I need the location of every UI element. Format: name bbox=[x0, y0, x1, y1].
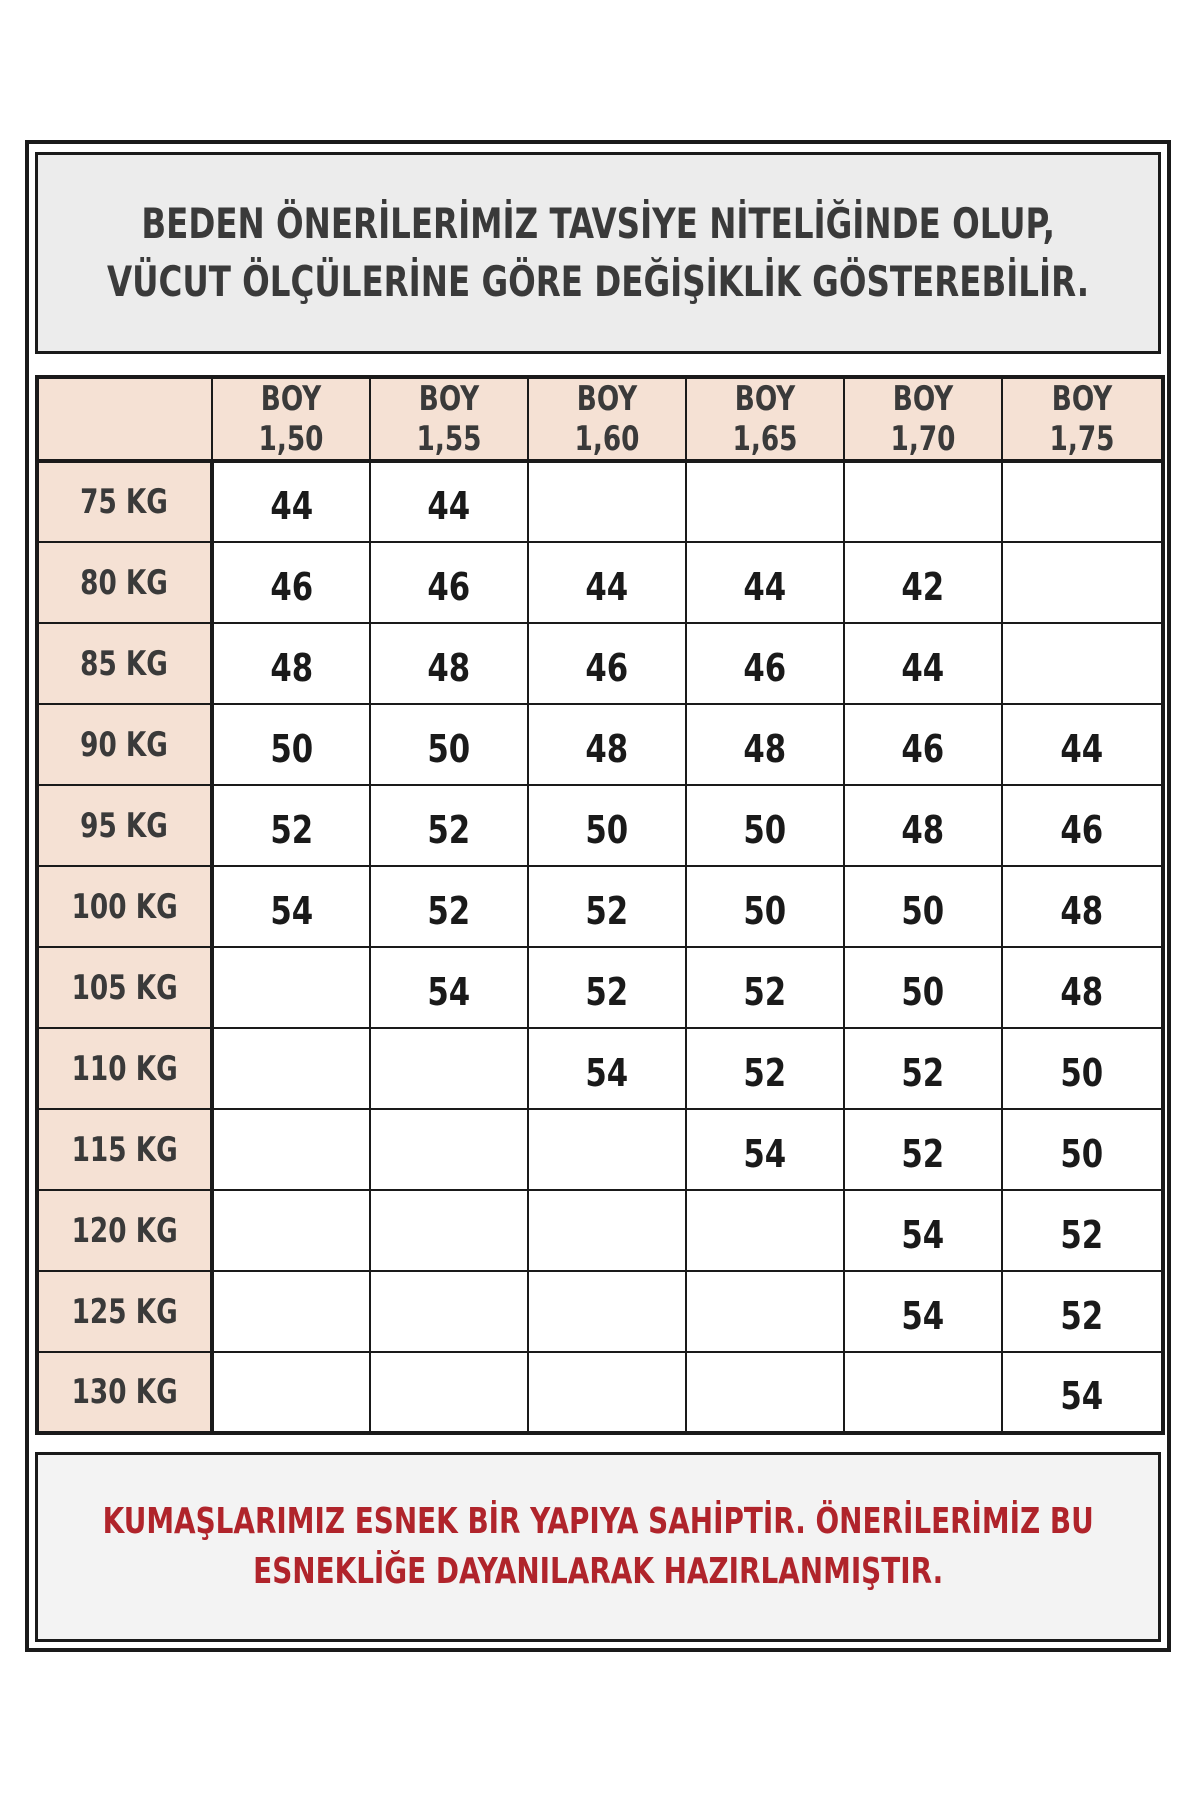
size-cell bbox=[370, 1190, 528, 1271]
height-header-label: BOY bbox=[260, 379, 322, 419]
height-header-value: 1,70 bbox=[890, 419, 956, 459]
weight-cell bbox=[37, 1109, 212, 1190]
weight-cell bbox=[37, 866, 212, 947]
size-value: 54 bbox=[1060, 1374, 1104, 1418]
table-row bbox=[37, 785, 1163, 866]
size-value: 50 bbox=[901, 969, 945, 1014]
size-value: 52 bbox=[585, 888, 629, 933]
size-cell bbox=[844, 1271, 1002, 1352]
size-value: 54 bbox=[427, 969, 471, 1014]
size-value: 52 bbox=[901, 1050, 945, 1095]
size-value: 46 bbox=[743, 645, 787, 690]
size-cell bbox=[1002, 1028, 1163, 1109]
weight-label: 110 KG bbox=[71, 1048, 178, 1089]
size-cell bbox=[686, 461, 844, 542]
size-cell bbox=[528, 1028, 686, 1109]
size-value: 48 bbox=[270, 645, 313, 690]
size-cell bbox=[844, 1109, 1002, 1190]
weight-label: 75 KG bbox=[80, 482, 169, 522]
size-cell bbox=[370, 866, 528, 947]
weight-label: 80 KG bbox=[80, 562, 169, 603]
weight-cell bbox=[37, 704, 212, 785]
size-cell bbox=[212, 704, 370, 785]
table-row bbox=[37, 866, 1163, 947]
table-row bbox=[37, 704, 1163, 785]
weight-cell bbox=[37, 947, 212, 1028]
weight-cell bbox=[37, 623, 212, 704]
weight-label: 105 KG bbox=[71, 967, 178, 1008]
weight-cell bbox=[37, 1028, 212, 1109]
size-value: 50 bbox=[743, 888, 787, 933]
size-cell bbox=[370, 461, 528, 542]
table-row bbox=[37, 1109, 1163, 1190]
size-value: 44 bbox=[1060, 726, 1104, 771]
height-header-value: 1,50 bbox=[258, 419, 324, 459]
size-value: 46 bbox=[585, 645, 629, 690]
table-row bbox=[37, 1271, 1163, 1352]
size-cell bbox=[212, 1028, 370, 1109]
height-header-cell bbox=[370, 377, 528, 461]
size-value: 50 bbox=[427, 726, 471, 771]
size-value: 46 bbox=[1060, 807, 1104, 852]
size-cell bbox=[1002, 1190, 1163, 1271]
size-cell bbox=[1002, 866, 1163, 947]
size-cell bbox=[370, 1028, 528, 1109]
size-value: 42 bbox=[901, 564, 945, 609]
disclaimer-line-2: VÜCUT ÖLÇÜLERİNE GÖRE DEĞİŞİKLİK GÖSTEREBİLİR. bbox=[106, 257, 1090, 306]
weight-cell bbox=[37, 461, 212, 542]
size-value: 48 bbox=[1060, 888, 1104, 933]
table-row bbox=[37, 461, 1163, 542]
height-header-label: BOY bbox=[576, 379, 638, 419]
size-cell bbox=[212, 866, 370, 947]
size-value: 44 bbox=[270, 484, 313, 528]
size-value: 52 bbox=[743, 1050, 787, 1095]
size-cell bbox=[370, 785, 528, 866]
disclaimer-box bbox=[35, 152, 1161, 354]
size-cell bbox=[686, 623, 844, 704]
size-cell bbox=[370, 947, 528, 1028]
size-cell bbox=[844, 1028, 1002, 1109]
height-header-cell bbox=[844, 377, 1002, 461]
size-cell bbox=[212, 542, 370, 623]
fabric-note-line-1: KUMAŞLARIMIZ ESNEK BİR YAPIYA SAHİPTİR. ÖNERİLERİMİZ BU bbox=[102, 1501, 1094, 1542]
size-cell bbox=[528, 1352, 686, 1433]
weight-label: 95 KG bbox=[80, 805, 169, 846]
size-cell bbox=[686, 1271, 844, 1352]
size-cell bbox=[844, 704, 1002, 785]
height-header-cell bbox=[212, 377, 370, 461]
height-header-label: BOY bbox=[734, 379, 796, 419]
table-row bbox=[37, 623, 1163, 704]
size-cell bbox=[686, 1190, 844, 1271]
size-cell bbox=[844, 1352, 1002, 1433]
size-cell bbox=[1002, 785, 1163, 866]
size-value: 48 bbox=[585, 726, 629, 771]
size-value: 54 bbox=[585, 1050, 629, 1095]
size-cell bbox=[212, 623, 370, 704]
size-value: 48 bbox=[901, 807, 945, 852]
height-header-value: 1,75 bbox=[1049, 419, 1115, 459]
size-cell bbox=[528, 1109, 686, 1190]
size-cell bbox=[370, 1352, 528, 1433]
size-cell bbox=[370, 1271, 528, 1352]
size-cell bbox=[1002, 623, 1163, 704]
size-value: 50 bbox=[585, 807, 629, 852]
size-value: 46 bbox=[270, 564, 313, 609]
size-cell bbox=[844, 542, 1002, 623]
size-value: 44 bbox=[427, 484, 471, 528]
height-header-label: BOY bbox=[892, 379, 954, 419]
weight-label: 115 KG bbox=[71, 1129, 178, 1170]
size-cell bbox=[212, 461, 370, 542]
size-cell bbox=[1002, 542, 1163, 623]
size-cell bbox=[212, 1109, 370, 1190]
height-header-label: BOY bbox=[1051, 379, 1113, 419]
size-cell bbox=[528, 866, 686, 947]
size-cell bbox=[370, 1109, 528, 1190]
size-cell bbox=[212, 1352, 370, 1433]
size-cell bbox=[686, 1352, 844, 1433]
size-cell bbox=[1002, 947, 1163, 1028]
corner-cell bbox=[37, 377, 212, 461]
size-cell bbox=[212, 1271, 370, 1352]
size-table-body bbox=[37, 461, 1163, 1433]
height-header-row bbox=[37, 377, 1163, 461]
weight-cell bbox=[37, 1271, 212, 1352]
size-value: 50 bbox=[1060, 1131, 1104, 1176]
size-cell bbox=[686, 1109, 844, 1190]
size-cell bbox=[1002, 461, 1163, 542]
size-value: 48 bbox=[743, 726, 787, 771]
size-value: 52 bbox=[1060, 1293, 1104, 1338]
size-value: 48 bbox=[427, 645, 471, 690]
size-value: 50 bbox=[743, 807, 787, 852]
weight-cell bbox=[37, 1190, 212, 1271]
weight-label: 100 KG bbox=[71, 886, 178, 927]
size-value: 52 bbox=[585, 969, 629, 1014]
weight-label: 90 KG bbox=[80, 724, 169, 765]
size-cell bbox=[370, 704, 528, 785]
height-header-label: BOY bbox=[418, 379, 480, 419]
size-value: 54 bbox=[901, 1293, 945, 1338]
size-cell bbox=[528, 947, 686, 1028]
size-value: 52 bbox=[901, 1131, 945, 1176]
size-cell bbox=[844, 623, 1002, 704]
height-header-value: 1,65 bbox=[732, 419, 798, 459]
size-cell bbox=[528, 785, 686, 866]
size-value: 52 bbox=[270, 807, 313, 852]
height-header-value: 1,55 bbox=[416, 419, 482, 459]
size-cell bbox=[528, 1271, 686, 1352]
size-value: 50 bbox=[270, 726, 313, 771]
size-value: 54 bbox=[743, 1131, 787, 1176]
weight-label: 85 KG bbox=[80, 643, 169, 684]
size-value: 52 bbox=[427, 888, 471, 933]
size-cell bbox=[212, 1190, 370, 1271]
size-cell bbox=[212, 785, 370, 866]
table-row bbox=[37, 542, 1163, 623]
size-cell bbox=[686, 704, 844, 785]
disclaimer-line-1: BEDEN ÖNERİLERİMİZ TAVSİYE NİTELİĞİNDE OLUP, bbox=[141, 199, 1055, 248]
size-value: 52 bbox=[743, 969, 787, 1014]
weight-cell bbox=[37, 785, 212, 866]
size-cell bbox=[1002, 1109, 1163, 1190]
size-cell bbox=[686, 947, 844, 1028]
size-cell bbox=[528, 704, 686, 785]
size-cell bbox=[370, 542, 528, 623]
height-header-value: 1,60 bbox=[574, 419, 640, 459]
weight-label: 120 KG bbox=[71, 1210, 178, 1251]
size-cell bbox=[844, 461, 1002, 542]
size-cell bbox=[844, 785, 1002, 866]
size-value: 48 bbox=[1060, 969, 1104, 1014]
size-cell bbox=[1002, 704, 1163, 785]
height-header-cell bbox=[1002, 377, 1163, 461]
table-row bbox=[37, 1352, 1163, 1433]
size-cell bbox=[686, 542, 844, 623]
table-row bbox=[37, 1190, 1163, 1271]
weight-cell bbox=[37, 1352, 212, 1433]
fabric-note-box bbox=[35, 1452, 1161, 1642]
size-value: 44 bbox=[743, 564, 787, 609]
size-cell bbox=[844, 947, 1002, 1028]
size-cell bbox=[1002, 1271, 1163, 1352]
size-value: 52 bbox=[427, 807, 471, 852]
size-cell bbox=[686, 785, 844, 866]
size-value: 46 bbox=[901, 726, 945, 771]
height-header-cell bbox=[686, 377, 844, 461]
size-cell bbox=[370, 623, 528, 704]
weight-label: 125 KG bbox=[71, 1291, 178, 1332]
fabric-note-line-2: ESNEKLİĞE DAYANILARAK HAZIRLANMIŞTIR. bbox=[252, 1551, 944, 1592]
size-value: 44 bbox=[901, 645, 945, 690]
height-header-cell bbox=[528, 377, 686, 461]
size-cell bbox=[528, 542, 686, 623]
size-value: 52 bbox=[1060, 1212, 1104, 1257]
table-row bbox=[37, 1028, 1163, 1109]
size-cell bbox=[686, 1028, 844, 1109]
size-cell bbox=[528, 623, 686, 704]
size-cell bbox=[686, 866, 844, 947]
size-value: 50 bbox=[901, 888, 945, 933]
size-value: 54 bbox=[270, 888, 313, 933]
size-cell bbox=[528, 1190, 686, 1271]
size-cell bbox=[1002, 1352, 1163, 1433]
size-cell bbox=[844, 1190, 1002, 1271]
size-chart-table bbox=[35, 375, 1165, 1435]
size-value: 54 bbox=[901, 1212, 945, 1257]
size-cell bbox=[528, 461, 686, 542]
weight-label: 130 KG bbox=[71, 1372, 178, 1412]
size-cell bbox=[844, 866, 1002, 947]
table-row bbox=[37, 947, 1163, 1028]
size-cell bbox=[212, 947, 370, 1028]
weight-cell bbox=[37, 542, 212, 623]
size-value: 46 bbox=[427, 564, 471, 609]
size-value: 44 bbox=[585, 564, 629, 609]
size-value: 50 bbox=[1060, 1050, 1104, 1095]
